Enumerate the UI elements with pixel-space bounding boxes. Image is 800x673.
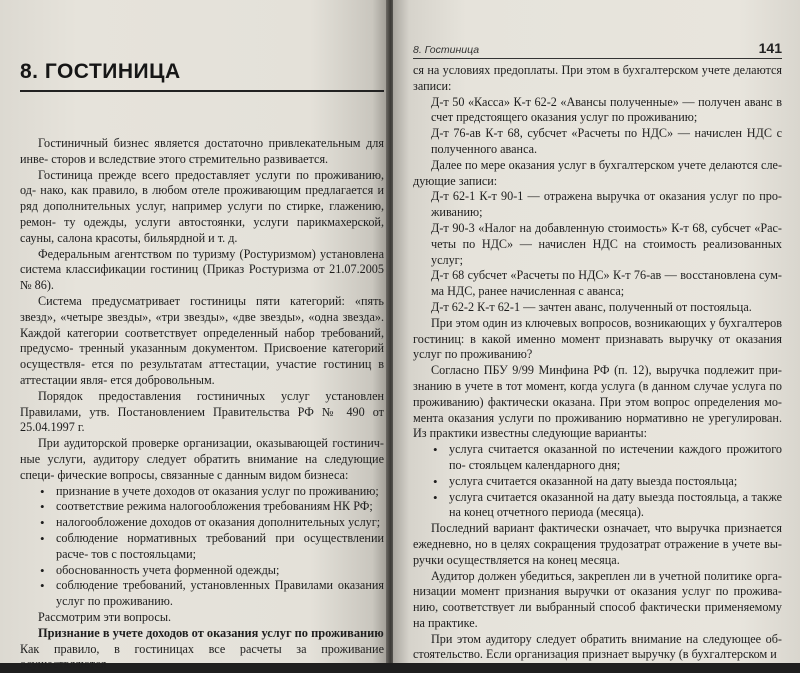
right-page: [393, 0, 800, 663]
list-item: • услуга считается оказанной по истечении каждого прожитого по- стояльцем календарного дня;: [433, 442, 782, 474]
order-paragraph: Порядок предоставления гостиничных услуг установлен Правилами, утв. Постановлением Правительства РФ № 490 от 25.04.1997 г.: [20, 389, 384, 436]
audit-paragraph: При аудиторской проверке организации, оказывающей гостинич- ные услуги, аудитору следует обратить внимание на следующие специ- фические вопросы, связанные с данным видом бизнеса:: [20, 436, 384, 483]
list-item: • услуга считается оказанной на дату выезда постояльца;: [433, 474, 782, 490]
prepay-paragraph: ся на условиях предоплаты. При этом в бухгалтерском учете делаются записи:: [413, 63, 782, 95]
chapter-spacer: [20, 108, 384, 136]
section-subheading: Признание в учете доходов от оказания услуг по проживанию: [20, 626, 384, 642]
auditor-check-paragraph: Аудитор должен убедиться, закреплен ли в учетной политике орга- низации момент признания выручки от оказания услуг по прожива- нию, соответствует ли выбранный способ фактически применяемому на практике.: [413, 569, 782, 632]
system-paragraph: Система предусматривает гостиницы пяти категорий: «пять звезд», «четыре звезды», «три звезды», «две звезды», «одна звезда». Каждой категории соответствует определенный набор требований, предусмо- тренный указанным документом. Присвоение категорий осуществля- ется по результатам аттестации, участие гостиниц в аттестации явля- ется добровольным.: [20, 294, 384, 389]
list-item: • соответствие режима налогообложения требованиям НК РФ;: [40, 499, 384, 515]
intro-paragraph: [20, 136, 384, 168]
accounting-entry: Д-т 68 субсчет «Расчеты по НДС» К-т 76-ав — восстановлена сум- ма НДС, ранее начисленная с аванса;: [413, 268, 782, 300]
running-head: [413, 40, 782, 59]
list-item: • соблюдение нормативных требований при осуществлении расче- тов с постояльцами;: [40, 531, 384, 563]
audit-issues-list: [20, 484, 384, 610]
chapter-title: 8. ГОСТИНИЦА: [20, 60, 384, 92]
key-question-paragraph: При этом один из ключевых вопросов, возникающих у бухгалтеров гостиниц: в какой именно момент признавать выручку от оказания услуг по проживанию?: [413, 316, 782, 363]
further-paragraph: Далее по мере оказания услуг в бухгалтерском учете делаются сле- дующие записи:: [413, 158, 782, 190]
list-item: • налогообложение доходов от оказания дополнительных услуг;: [40, 515, 384, 531]
page-number: 141: [759, 40, 782, 56]
services-paragraph: Гостиница прежде всего предоставляет услуги по проживанию, од- нако, как правило, в любом отеле проживающим предлагается и ряд дополнительных услуг, например услуги по стирке, глажению, ремон- ту одежды, услуги автостоянки, услуги парикмахерской, сауны, салона красоты, бильярдной и т. д.: [20, 168, 384, 247]
accounting-entry: Д-т 90-3 «Налог на добавленную стоимость» К-т 68, субсчет «Рас- четы по НДС» — начислен НДС на стоимость реализованных услуг;: [413, 221, 782, 268]
revenue-variants-list: [413, 442, 782, 521]
left-page: [0, 0, 388, 663]
last-paragraph: Как правило, в гостиницах все расчеты за проживание осуществляются: [20, 642, 384, 673]
running-head-section: 8. Гостиница: [413, 44, 479, 56]
intro-line-2: сторов и вследствие этого стремительно развивается.: [51, 152, 328, 166]
last-variant-paragraph: Последний вариант фактически означает, что выручка признается ежедневно, но в целях сокращения трудозатрат отражение в учете вы- ручки осуществляется на конец месяца.: [413, 521, 782, 568]
last-paragraph: При этом аудитору следует обратить внимание на следующее об- стоятельство. Если организация признает выручку (в бухгалтерском и: [413, 632, 782, 664]
agency-paragraph: Федеральным агентством по туризму (Ростуризмом) установлена система классификации гостиниц (Приказ Ростуризма от 21.07.2005 № 86).: [20, 247, 384, 294]
intro-line-1: Гостиничный бизнес является достаточно привлекательным для инве-: [20, 136, 384, 166]
list-item: • признание в учете доходов от оказания услуг по проживанию;: [40, 484, 384, 500]
consider-paragraph: Рассмотрим эти вопросы.: [20, 610, 384, 626]
pbu-paragraph: Согласно ПБУ 9/99 Минфина РФ (п. 12), выручка подлежит при- знанию в учете в тот момент, когда услуга (в данном случае услуга по проживанию) фактически оказана. При этом вопрос определения мо- мента оказания услуги по проживанию нормативно не урегулирован. Из практики известны следующие варианты:: [413, 363, 782, 442]
accounting-entry: Д-т 76-ав К-т 68, субсчет «Расчеты по НДС» — начислен НДС с полученного аванса.: [413, 126, 782, 158]
list-item: • соблюдение требований, установленных Правилами оказания услуг по проживанию.: [40, 578, 384, 610]
accounting-entry: Д-т 50 «Касса» К-т 62-2 «Авансы полученные» — получен аванс в счет предстоящего оказания услуг по проживанию;: [413, 95, 782, 127]
accounting-entry: Д-т 62-1 К-т 90-1 — отражена выручка от оказания услуг по про- живанию;: [413, 189, 782, 221]
list-item: • обоснованность учета форменной одежды;: [40, 563, 384, 579]
accounting-entry: Д-т 62-2 К-т 62-1 — зачтен аванс, полученный от постояльца.: [413, 300, 782, 316]
list-item: • услуга считается оказанной на дату выезда постояльца, а также на конец отчетного периода (месяца).: [433, 490, 782, 522]
